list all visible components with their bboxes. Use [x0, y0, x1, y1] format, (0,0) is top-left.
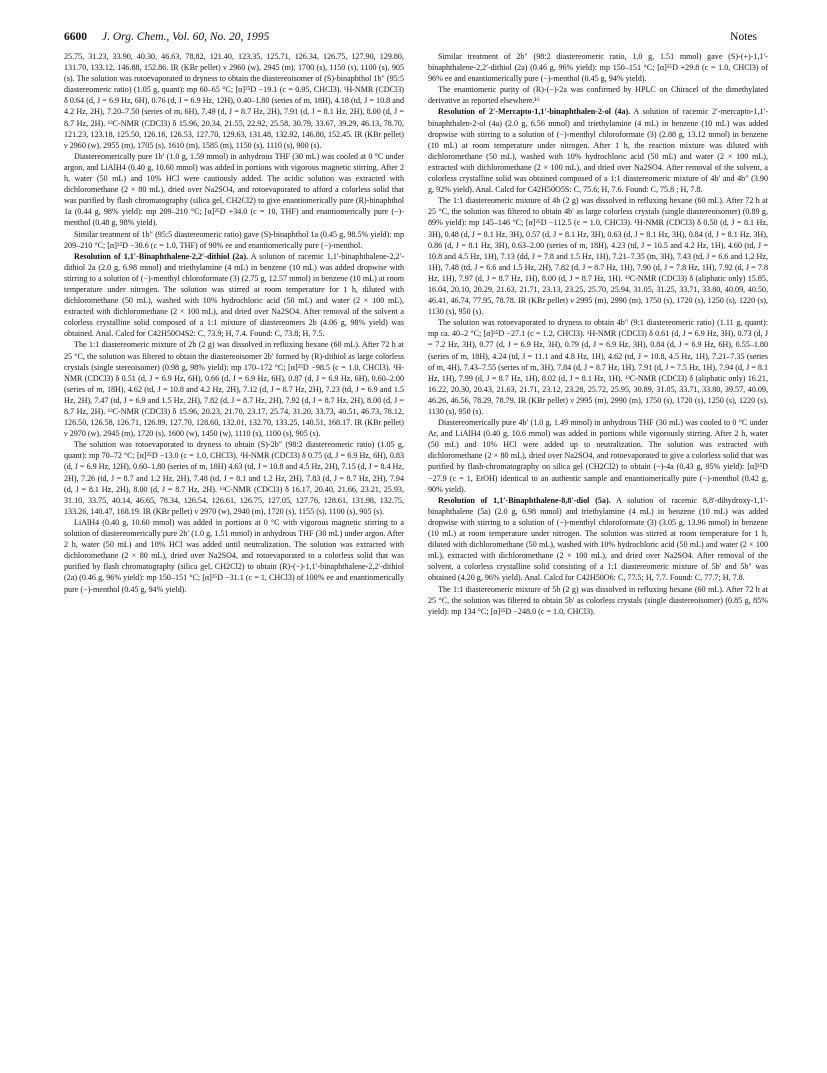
paragraph-heading: Resolution of 1,1′-Binaphthalene-8,8′-diol (5a).	[438, 495, 611, 505]
paragraph-heading: Resolution of 2′-Mercapto-1,1′-binaphthalen-2-ol (4a).	[438, 107, 631, 117]
paragraph-text: A solution of racemic 2′-mercapto-1,1′-binaphthalen-2-ol (4a) (2.0 g, 6.56 mmol) and triethylamine (4 mL) in benzene (10 mL) was added dropwise with stirring to a solution of (−)-menthyl chloroformate (3) (2.88 g, 13.12 mmol) in benzene (10 mL) at room temperature under nitrogen. After 1 h, the reaction mixture was diluted with dichloromethane (50 mL), washed with 10% hydrochloric acid (50 mL) and water (2 × 100 mL), extracted with dichloromethane (2 × 100 mL), and dried over Na2SO4. After removal of the solvent, a colorless crystalline solid was obtained composed of a 1:1 diastereomeric mixture of 4b′ and 4b″ (3.90 g, 92% yield). Anal. Calcd for C42H50O5S: C, 75.6; H, 7.6. Found: C, 75.8 ; H, 7.8.	[428, 107, 769, 195]
paragraph-text: 25.75, 31.23, 33.90, 40.30, 46.63, 78.82, 121.40, 123.35, 125.71, 126.34, 126.75, 127.90, 129.80, 131.70, 133.12, 146.88, 152.86. IR (KBr pellet) ν 2960 (w), 2945 (m), 1700 (s), 1150 (s), 1100 (s), 905 (s). The solution was rotoevaporated to dryness to obtain the diastereoisomer of (S)-binaphthol 1b″ (95:5 diastereomeric ratio) (1.05 g, quant): mp 60–65 °C; [α]²⁵D −19.1 (c = 0.95, CHCl3). ¹H-NMR (CDCl3) δ 0.64 (d, J = 6.9 Hz, 6H), 0.76 (d, J = 6.9 Hz, 12H), 0.40–1.80 (series of m, 18H), 4.18 (td, J = 10.8 and 4.2 Hz, 2H), 7.20–7.50 (series of m, 6H), 7.49 (d, J = 8.7 Hz, 2H), 7.91 (d, J = 8.1 Hz, 2H), 8.00 (d, J = 8.7 Hz, 2H). ¹³C-NMR (CDCl3) δ 15.96, 20.34, 21.55, 22.92, 25.58, 30.79, 33.67, 39.29, 46.13, 78.70, 121.23, 123.18, 125.50, 126.16, 126.53, 127.70, 129.63, 131.48, 132.92, 146.80, 152.45. IR (KBr pellet) ν 2960 (w), 2955 (m), 1705 (s), 1610 (m), 1585 (m), 1150 (s), 1110 (s), 900 (s).	[64, 52, 404, 150]
paragraph	[64, 229, 404, 251]
left-column	[64, 51, 404, 595]
paragraph-text: The 1:1 diastereomeric mixture of 5b (2 g) was dissolved in refluxing hexane (60 mL). After 72 h at 25 °C, the solution was filtered to obtain 5b′ as colorless crystals (single diastereoisomer) (0.85 g, 85% yield): mp 134 °C; [α]²⁵D −248.0 (c = 1.0, CHCl3).	[428, 584, 768, 616]
paragraph	[64, 517, 404, 595]
paragraph-text: The 1:1 diastereomeric mixture of 2b (2 g) was dissolved in refluxing hexane (60 mL). After 72 h at 25 °C, the solution was filtered to obtain the diastereoisomer 2b′ formed by (R)-dithiol as large colorless crystals (single stereoisomer) (0.98 g, 98% yield): mp 170–172 °C; [α]²⁵D −98.5 (c = 1.0, CHCl3). ¹H-NMR (CDCl3) δ 0.51 (d, J = 6.9 Hz, 6H), 0.66 (d, J = 6.9 Hz, 6H), 0.87 (d, J = 6.9 Hz, 6H), 0.60–2.00 (series of m, 18H), 4.62 (td, J = 10.8 and 4.2 Hz, 2H), 7.12 (d, J = 8.7 Hz, 2H), 7.23 (td, J = 6.9 and 1.5 Hz, 2H), 7.47 (td, J = 6.9 and 1.5 Hz, 2H), 7.82 (d, J = 8.7 Hz, 2H), 7.92 (d, J = 8.7 Hz, 2H), 8.00 (d, J = 8.7 Hz, 2H). ¹³C-NMR (CDCl3) δ 15.96, 20.23, 21.70, 23.17, 25.74, 31.20, 33.73, 40.51, 46.73, 78.12, 126.50, 126.58, 126.71, 126.89, 127.70, 128.60, 132.01, 132.70, 133.25, 140.51, 168.17. IR (KBr pellet) ν 2970 (w), 2945 (m), 1720 (s), 1600 (w), 1450 (w), 1110 (s), 1100 (s), 905 (s).	[64, 340, 404, 439]
paragraph	[428, 195, 768, 317]
paragraph	[428, 106, 768, 195]
paragraph-text: The 1:1 diastereomeric mixture of 4b (2 g) was dissolved in refluxing hexane (60 mL). After 72 h at 25 °C, the solution was filtered to obtain 4b′ as large colorless crystals (single diastereoisomer) (0.89 g, 89% yield): mp 145–146 °C; [α]²⁵D −112.5 (c = 1.0, CHCl3). ¹H-NMR (CDCl3) δ 0.50 (d, J = 8.1 Hz, 3H), 0.48 (d, J = 8.1 Hz, 3H), 0.57 (d, J = 8.1 Hz, 3H), 0.63 (d, J = 8.1 Hz, 3H), 0.84 (d, J = 8.1 Hz, 3H), 0.86 (d, J = 8.1 Hz, 3H), 0.63–2.00 (series of m, 18H), 4.23 (td, J = 10.5 and 4.2 Hz, 1H), 4.60 (td, J = 10.8 and 4.5 Hz, 1H), 7.13 (dd, J = 7.8 and 1.5 Hz, 1H), 7.21–7.35 (m, 3H), 7.43 (td, J = 6.6 and 1.2 Hz, 1H), 7.48 (td, J = 6.6 and 1.5 Hz, 2H), 7.82 (d, J = 8.7 Hz, 1H), 7.90 (d, J = 7.8 Hz, 1H), 7.92 (d, J = 7.8 Hz, 1H), 7.97 (d, J = 8.7 Hz, 1H), 8.00 (d, J = 8.7 Hz, 1H). ¹³C-NMR (CDCl3) δ (aliphatic only) 15.85, 16.04, 20.10, 20.29, 21.63, 21.71, 23.13, 23.25, 25.70, 25.94, 31.05, 31.25, 33.71, 33.80, 40.09, 40.50, 46.41, 46.74, 77.95, 78.78. IR (KBr pellet) ν 2995 (m), 2990 (m), 1750 (s), 1720 (s), 1250 (s), 1220 (s), 1130 (s), 950 (s).	[428, 196, 768, 317]
journal-citation: J. Org. Chem., Vol. 60, No. 20, 1995	[102, 31, 270, 43]
page-number: 6600	[64, 31, 87, 43]
paragraph-text: Diastereomerically pure 1b′ (1.0 g, 1.59 mmol) in anhydrous THF (30 mL) was cooled at 0 °C under argon, and LiAlH4 (0.40 g, 10.60 mmol) was added in portions with vigorous magnetic stirring. After 2 h, water (50 mL) and 10% HCl were cautiously added. The acidic solution was extracted with dichloromethane (2 × 80 mL), dried over Na2SO4, and rotoevaporated to afford a colorless solid that was purified by flash chromatography (silica gel, CH2Cl2) to give enantiomerically pure (R)-binaphthol 1a (0.44 g, 98% yield): mp 209–210 °C; [α]²⁵D +34.0 (c = 10, THF) and enantiomerically pure (−)-menthol (0.48 g, 98% yield).	[64, 151, 404, 228]
page-header	[64, 31, 757, 47]
right-column	[428, 51, 768, 617]
paragraph	[64, 151, 404, 229]
paragraph	[428, 84, 768, 106]
section-name: Notes	[730, 31, 757, 43]
paragraph-heading: Resolution of 1,1′-Binaphthalene-2,2′-dithiol (2a).	[74, 251, 249, 261]
paragraph-text: The enantiomeric purity of (R)-(−)-2a was confirmed by HPLC on Chiracel of the dimethylated derivative as reported elsewhere.¹⁶	[428, 85, 768, 106]
paragraph-text: Diastereomerically pure 4b′ (1.0 g, 1.49 mmol) in anhydrous THF (30 mL) was cooled to 0 °C under Ar, and LiAlH4 (0.40 g, 10.6 mmol) was added in portions while vigorously stirring. After 2 h, water (50 mL) and 10% HCl were added up to neutralization. The solution was extracted with dichloromethane (2 × 80 mL), dried over Na2SO4, and rotoevaporated to give a colorless solid that was purified by flash-chromatography on silica gel (CH2Cl2) to obtain (−)-4a (0.43 g, 95% yield): [α]²⁵D −27.9 (c = 1, EtOH) identical to an authentic sample and enantiomerically pure (−)-menthol (0.42 g, 90% yield).	[428, 418, 768, 494]
paragraph-text: A solution of racemic 8,8′-dihydroxy-1,1′-binaphthalene (5a) (2.0 g, 6.98 mmol) and triethylamine (4 mL) in benzene (10 mL) was added dropwise with stirring to a solution of (−)-menthyl chloroformate (3) (3.05 g, 13.96 mmol) in benzene (10 mL) at room temperature under nitrogen. The solution was stirred at room temperature for 1 h, diluted with dichloromethane (50 mL), washed with 10% hydrochloric acid (50 mL) and water (2 × 100 mL), extracted with dichloromethane (2 × 100 mL), and dried over Na2SO4. After removal of the solvent, a colorless crystalline solid consisting of a 1:1 diastereomeric mixture of 5b′ and 5b″ was obtained (4.20 g, 96% yield). Anal. Calcd for C42H50O6: C, 77.5; H, 7.7. Found: C, 77.7; H, 7.8.	[428, 495, 769, 583]
paragraph-text: The solution was rotoevaporated to dryness to obtain 4b″ (9:1 diastereomeric ratio) (1.11 g, quant): mp ca. 40–2 °C; [α]²⁵D −27.1 (c = 1.2, CHCl3). ¹H-NMR (CDCl3) δ 0.61 (d, J = 6.9 Hz, 3H), 0.73 (d, J = 7.2 Hz, 3H), 0.77 (d, J = 6.9 Hz, 3H), 0.79 (d, J = 6.9 Hz, 3H), 0.84 (d, J = 6.9 Hz, 6H), 0.55–1.80 (series of m, 18H), 4.24 (td, J = 11.1 and 4.8 Hz, 1H), 4.62 (td, J = 10.8, 4.5 Hz, 1H), 7.21–7.35 (series of m, 4H), 7.43–7.55 (series of m, 3H), 7.84 (d, J = 8.7 Hz, 1H), 7.91 (d, J = 7.5 Hz, 1H), 7.94 (d, J = 8.1 Hz, 1H), 7.99 (d, J = 8.7 Hz, 1H), 8.02 (d, J = 8.1 Hz, 1H). ¹³C-NMR (CDCl3) δ (aliphatic only) 16.21, 16.22, 20.30, 20.43, 21.63, 21.71, 23.12, 23.28, 25.72, 25.95, 30.89, 31.05, 33.71, 33.80, 39.57, 40.09, 46.26, 46.56, 78.29, 78.79. IR (KBr pellet) ν 2995 (m), 2990 (m), 1750 (s), 1720 (s), 1250 (s), 1220 (s), 1130 (s), 950 (s).	[428, 318, 768, 416]
paragraph-text: A solution of racemic 1,1′-binaphthalene-2,2′-dithiol 2a (2.0 g, 6.98 mmol) and triethylamine (4 mL) in benzene (10 mL) was added dropwise with stirring to a solution of (−)-menthyl chloroformate (3) (2.75 g, 12.57 mmol) in benzene (10 mL) at room temperature under nitrogen. The solution was stirred at room temperature for 1 h, diluted with dichloromethane (50 mL), washed with 10% hydrochloric acid (50 mL) and water (2 × 100 mL), extracted with dichloromethane (2 × 100 mL), and dried over Na2SO4. After removal of the solvent a colorless crystalline solid composed of a 1:1 mixture of diastereomers 2b (4.06 g, 98% yield) was obtained. Anal. Calcd for C42H50O4S2: C, 73.9; H, 7.4. Found: C, 73.8; H, 7.5.	[64, 251, 405, 339]
paragraph	[428, 495, 768, 584]
paragraph	[64, 51, 404, 151]
paragraph	[428, 51, 768, 84]
paragraph-text: Similar treatment of 1b″ (95:5 diastereomeric ratio) gave (S)-binaphthol 1a (0.45 g, 98.5% yield): mp 209–210 °C; [α]²⁵D −30.6 (c = 1.0, THF) of 90% ee and enantiomerically pure (−)-menthol.	[64, 229, 404, 250]
paragraph-text: The solution was rotoevaporated to dryness to obtain (S)-2b″ (98:2 diastereomeric ratio) (1.05 g, quant): mp 70–72 °C; [α]²⁵D −13.0 (c = 1.0, CHCl3). ¹H-NMR (CDCl3) δ 0.75 (d, J = 6.9 Hz, 6H), 0.83 (d, J = 6.9 Hz, 12H), 0.60–1.80 (series of m, 18H) 4.63 (td, J = 10.8 and 4.5 Hz, 2H), 7.15 (d, J = 8.4 Hz, 2H), 7.26 (td, J = 8.7 and 1.2 Hz, 2H), 7.48 (td, J = 8.1 and 1.2 Hz, 2H), 7.83 (d, J = 8.7 Hz, 2H), 7.94 (d, J = 8.1 Hz, 2H), 8.00 (d, J = 8.7 Hz, 2H). ¹³C-NMR (CDCl3) δ 16.17, 20.40, 21.66, 23.21, 25.93, 31.10, 33.75, 40.14, 46.65, 78.34, 126.54, 126.61, 126.75, 127.05, 127.76, 128.61, 131.98, 132.75, 133.26, 140.47, 168.19. IR (KBr pellet) ν 2970 (w), 2940 (m), 1720 (s), 1155 (s), 1100 (s), 905 (s).	[64, 440, 404, 516]
paragraph	[428, 317, 768, 417]
paragraph	[428, 417, 768, 495]
paragraph	[64, 251, 404, 340]
paragraph	[64, 339, 404, 439]
paragraph	[428, 584, 768, 617]
paragraph	[64, 439, 404, 517]
paragraph-text: LiAlH4 (0.40 g, 10.60 mmol) was added in portions at 0 °C with vigorous magnetic stirring to a solution of diastereomerically pure 2b′ (1.0 g, 1.51 mmol) in anhydrous THF (30 mL) under argon. After 2 h, water (50 mL) and 10% HCl was added until neutralization. The solution was extracted with dichloromethane (2 × 80 mL), dried over Na2SO4, and rotoevaporated to a colorless solid that was purified by flash chromatography (silica gel, CH2Cl2) to obtain (R)-(−)-1,1′-binaphthalene-2,2′-dithiol (2a) (0.46 g, 96% yield): mp 150–151 °C; [α]²⁵D −31.1 (c = 1, CHCl3) of 100% ee and enantiomerically pure (−)-menthol (0.45 g, 94% yield).	[64, 517, 404, 594]
paragraph-text: Similar treatment of 2b″ (98:2 diastereomeric ratio, 1.0 g, 1.51 mmol) gave (S)-(+)-1,1′-binaphthalene-2,2′-dithiol (2a) (0.46 g, 96% yield): mp 150–151 °C; [α]²⁵D +29.8 (c = 1.0, CHCl3) of 96% ee and enantiomerically pure (−)-menthol (0.45 g, 94% yield).	[428, 52, 768, 84]
